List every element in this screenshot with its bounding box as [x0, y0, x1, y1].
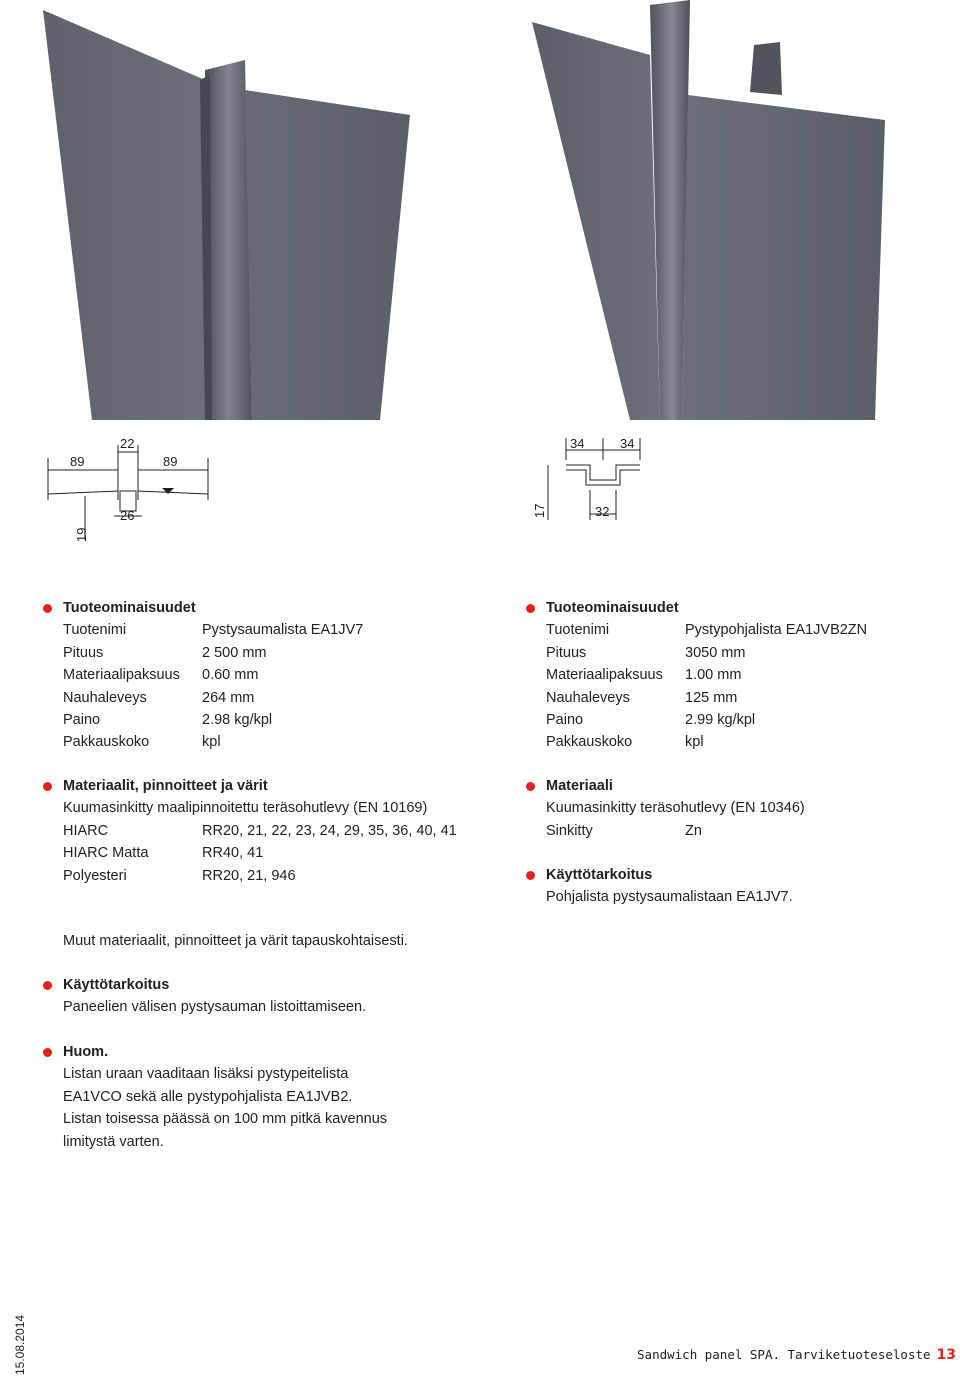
- right-usage-text: Pohjalista pystysaumalistaan EA1JV7.: [546, 889, 793, 906]
- footer-title: [637, 1347, 956, 1363]
- property-row: [546, 619, 946, 641]
- left-note: [63, 1041, 483, 1153]
- property-row: [63, 709, 463, 731]
- property-row: [63, 687, 463, 709]
- property-row: [546, 709, 946, 731]
- dim-22: 22: [120, 436, 135, 451]
- property-key: HIARC: [63, 822, 109, 839]
- property-key: Pakkauskoko: [546, 734, 633, 751]
- left-materials-note: Muut materiaalit, pinnoitteet ja värit tapauskohtaisesti.: [63, 933, 408, 949]
- dim-26: 26: [120, 508, 135, 523]
- property-row: [63, 842, 473, 864]
- property-value: 2.99 kg/kpl: [685, 712, 756, 729]
- note-line: limitystä varten.: [63, 1133, 164, 1150]
- property-value: 2.98 kg/kpl: [202, 712, 273, 729]
- bullet-icon: [43, 981, 52, 990]
- left-properties: [63, 597, 463, 754]
- bullet-icon: [526, 871, 535, 880]
- property-key: Sinkitty: [546, 822, 593, 839]
- note-line: EA1VCO sekä alle pystypohjalista EA1JVB2.: [63, 1088, 353, 1105]
- dim-17: 17: [532, 503, 547, 518]
- property-value: 0.60 mm: [202, 667, 259, 684]
- right-material-intro: Kuumasinkitty teräsohutlevy (EN 10346): [546, 800, 805, 817]
- left-materials-table: [63, 820, 473, 887]
- property-key: Tuotenimi: [546, 622, 610, 639]
- property-key: Paino: [63, 712, 101, 729]
- bullet-icon: [43, 1048, 52, 1057]
- note-line: Listan uraan vaaditaan lisäksi pystypeitelista: [63, 1066, 349, 1083]
- property-value: kpl: [202, 734, 221, 751]
- property-key: Tuotenimi: [63, 622, 127, 639]
- property-key: Materiaalipaksuus: [546, 667, 663, 684]
- dim-19: 19: [74, 527, 89, 542]
- left-properties-table: [63, 619, 463, 753]
- property-key: Materiaalipaksuus: [63, 667, 180, 684]
- property-value: Pystysaumalista EA1JV7: [202, 622, 364, 639]
- property-key: HIARC Matta: [63, 845, 149, 862]
- right-usage: [546, 864, 946, 909]
- property-value: RR20, 21, 946: [202, 867, 296, 884]
- property-value: 264 mm: [202, 689, 255, 706]
- dim-89-right: 89: [163, 454, 178, 469]
- property-key: Nauhaleveys: [63, 689, 147, 706]
- footer-date: 15.08.2014: [13, 1314, 27, 1375]
- right-properties-table: [546, 619, 946, 753]
- left-usage: [63, 974, 483, 1019]
- property-value: kpl: [685, 734, 704, 751]
- bullet-icon: [43, 782, 52, 791]
- page-number: 13: [936, 1347, 956, 1363]
- left-materials-heading: Materiaalit, pinnoitteet ja värit: [63, 775, 473, 797]
- dim-34-right: 34: [620, 436, 635, 451]
- property-row: [63, 820, 473, 842]
- property-value: 125 mm: [685, 689, 738, 706]
- property-key: Nauhaleveys: [546, 689, 630, 706]
- dim-89-left: 89: [70, 454, 85, 469]
- property-row: [546, 642, 946, 664]
- bullet-icon: [526, 782, 535, 791]
- left-usage-heading: Käyttötarkoitus: [63, 974, 483, 996]
- property-value: Pystypohjalista EA1JVB2ZN: [685, 622, 868, 639]
- property-row: [63, 865, 473, 887]
- property-key: Pakkauskoko: [63, 734, 150, 751]
- footer-doc-title: Sandwich panel SPA. Tarviketuoteseloste: [637, 1347, 931, 1362]
- left-note-heading: Huom.: [63, 1041, 483, 1063]
- property-row: [546, 731, 946, 753]
- property-value: RR20, 21, 22, 23, 24, 29, 35, 36, 40, 41: [202, 822, 457, 839]
- dim-32: 32: [595, 504, 610, 519]
- profile-drawing-ea1jvb2zn: [530, 430, 660, 530]
- property-value: RR40, 41: [202, 845, 264, 862]
- property-value: Zn: [685, 822, 702, 839]
- property-key: Pituus: [63, 644, 104, 661]
- left-materials: [63, 775, 473, 887]
- property-key: Paino: [546, 712, 584, 729]
- property-key: Pituus: [546, 644, 587, 661]
- right-material-heading: Materiaali: [546, 775, 946, 797]
- note-line: Listan toisessa päässä on 100 mm pitkä kavennus: [63, 1111, 388, 1128]
- property-value: 1.00 mm: [685, 667, 742, 684]
- right-material: [546, 775, 946, 842]
- right-usage-heading: Käyttötarkoitus: [546, 864, 946, 886]
- property-row: [63, 642, 463, 664]
- property-row: [546, 664, 946, 686]
- right-properties: [546, 597, 946, 754]
- property-row: [546, 687, 946, 709]
- profile-drawing-ea1jv7: [40, 430, 220, 550]
- property-value: 2 500 mm: [202, 644, 267, 661]
- property-value: 3050 mm: [685, 644, 746, 661]
- property-row: [63, 619, 463, 641]
- bullet-icon: [526, 604, 535, 613]
- property-row: [63, 731, 463, 753]
- product-image-ea1jvb2zn: [520, 0, 900, 420]
- left-materials-intro: Kuumasinkitty maalipinnoitettu teräsohutlevy (EN 10169): [63, 800, 428, 817]
- right-properties-heading: Tuoteominaisuudet: [546, 597, 946, 619]
- left-properties-heading: Tuoteominaisuudet: [63, 597, 463, 619]
- property-row: [546, 820, 946, 842]
- right-material-table: [546, 820, 946, 842]
- left-usage-text: Paneelien välisen pystysauman listoittamiseen.: [63, 999, 367, 1016]
- dim-34-left: 34: [570, 436, 585, 451]
- product-image-ea1jv7: [40, 0, 420, 420]
- property-row: [63, 664, 463, 686]
- bullet-icon: [43, 604, 52, 613]
- property-key: Polyesteri: [63, 867, 127, 884]
